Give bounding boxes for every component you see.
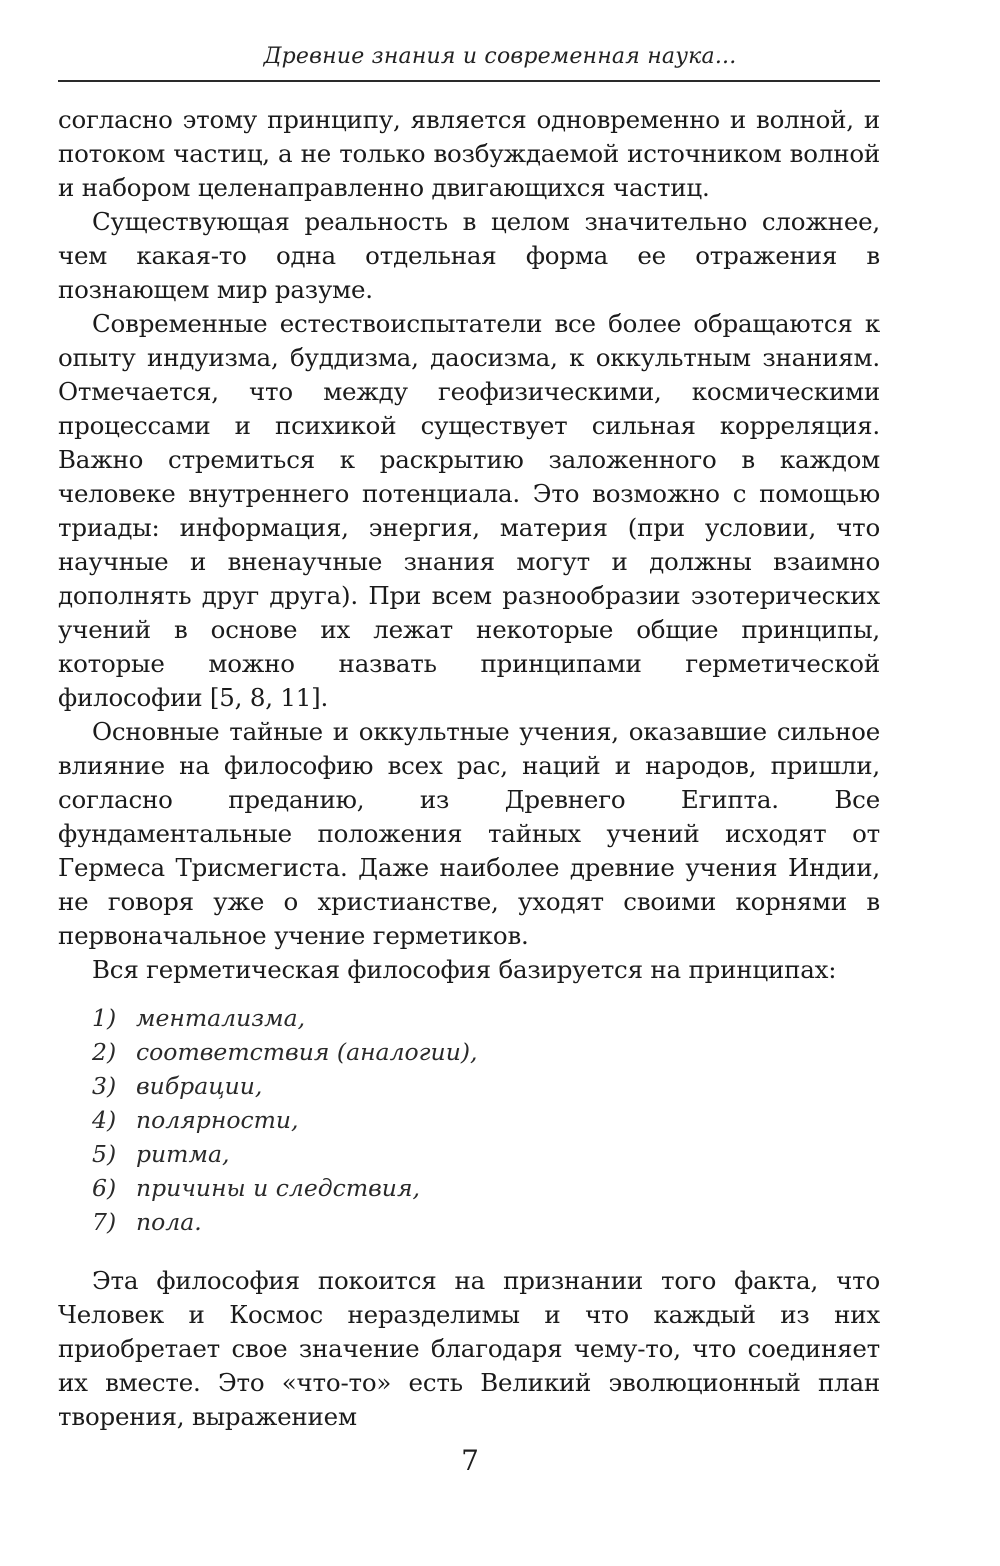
list-item-number: 4) [92,1106,117,1134]
paragraph-4: Основные тайные и оккультные учения, оказавшие сильное влияние на философию всех рас, наций и народов, пришли, согласно преданию, из Древнего Египта. Все фундаментальные положения тайных учений исходят от Гермеса Трисмегиста. Даже наиболее древние учения Индии, не говоря уже о христианстве, уходят своими корнями в первоначальное учение герметиков. [58,717,880,950]
list-item-number: 5) [92,1140,117,1168]
list-item-number: 6) [92,1174,117,1202]
main-text [58,103,880,987]
list-item [92,1069,792,1103]
list-item-number: 1) [92,1004,117,1032]
page-number: 7 [461,1444,479,1477]
list-item-number: 2) [92,1038,117,1066]
paragraph-3: Современные естествоиспытатели все более обращаются к опыту индуизма, буддизма, даосизма, к оккультным знаниям. Отмечается, что между геофизическими, космическими процессами и психикой существует сильная корреляция. Важно стремиться к раскрытию заложенного в каждом человеке внутреннего потенциала. Это возможно с помощью триады: информация, энергия, материя (при условии, что научные и вненаучные знания могут и должны взаимно дополнять друг друга). При всем разнообразии эзотерических учений в основе их лежат некоторые общие принципы, которые можно назвать принципами герметической философии [5, 8, 11]. [58,309,880,712]
running-title: Древние знания и современная наука... [263,44,737,69]
list-item [92,1103,792,1137]
header-rule [58,80,880,82]
paragraph-2: Существующая реальность в целом значительно сложнее, чем какая-то одна отдельная форма ее отражения в познающем мир разуме. [58,207,880,304]
list-item [92,1035,792,1069]
list-item-text: причины и следствия, [136,1174,420,1202]
closing-text [58,1264,880,1434]
paragraph-1: согласно этому принципу, является одновременно и волной, и потоком частиц, а не только возбуждаемой источником волной и набором целенаправленно двигающихся частиц. [58,105,880,202]
list-item-text: соответствия (аналогии), [136,1038,478,1066]
list-item-text: ментализма, [136,1004,306,1032]
paragraph-closing: Эта философия покоится на признании того факта, что Человек и Космос неразделимы и что каждый из них приобретает свое значение благодаря чему-то, что соединяет их вместе. Это «что-то» есть Великий эволюционный план творения, выражением [58,1266,880,1431]
list-item [92,1171,792,1205]
list-item-text: пола. [136,1208,202,1236]
list-item-text: полярности, [136,1106,299,1134]
list-item-number: 7) [92,1208,117,1236]
list-item [92,1205,792,1239]
paragraph-5: Вся герметическая философия базируется на принципах: [92,955,837,984]
list-item-text: ритма, [136,1140,230,1168]
list-item-number: 3) [92,1072,117,1100]
list-item [92,1137,792,1171]
list-item [92,1001,792,1035]
list-item-text: вибрации, [136,1072,263,1100]
principles-list [92,1001,792,1239]
